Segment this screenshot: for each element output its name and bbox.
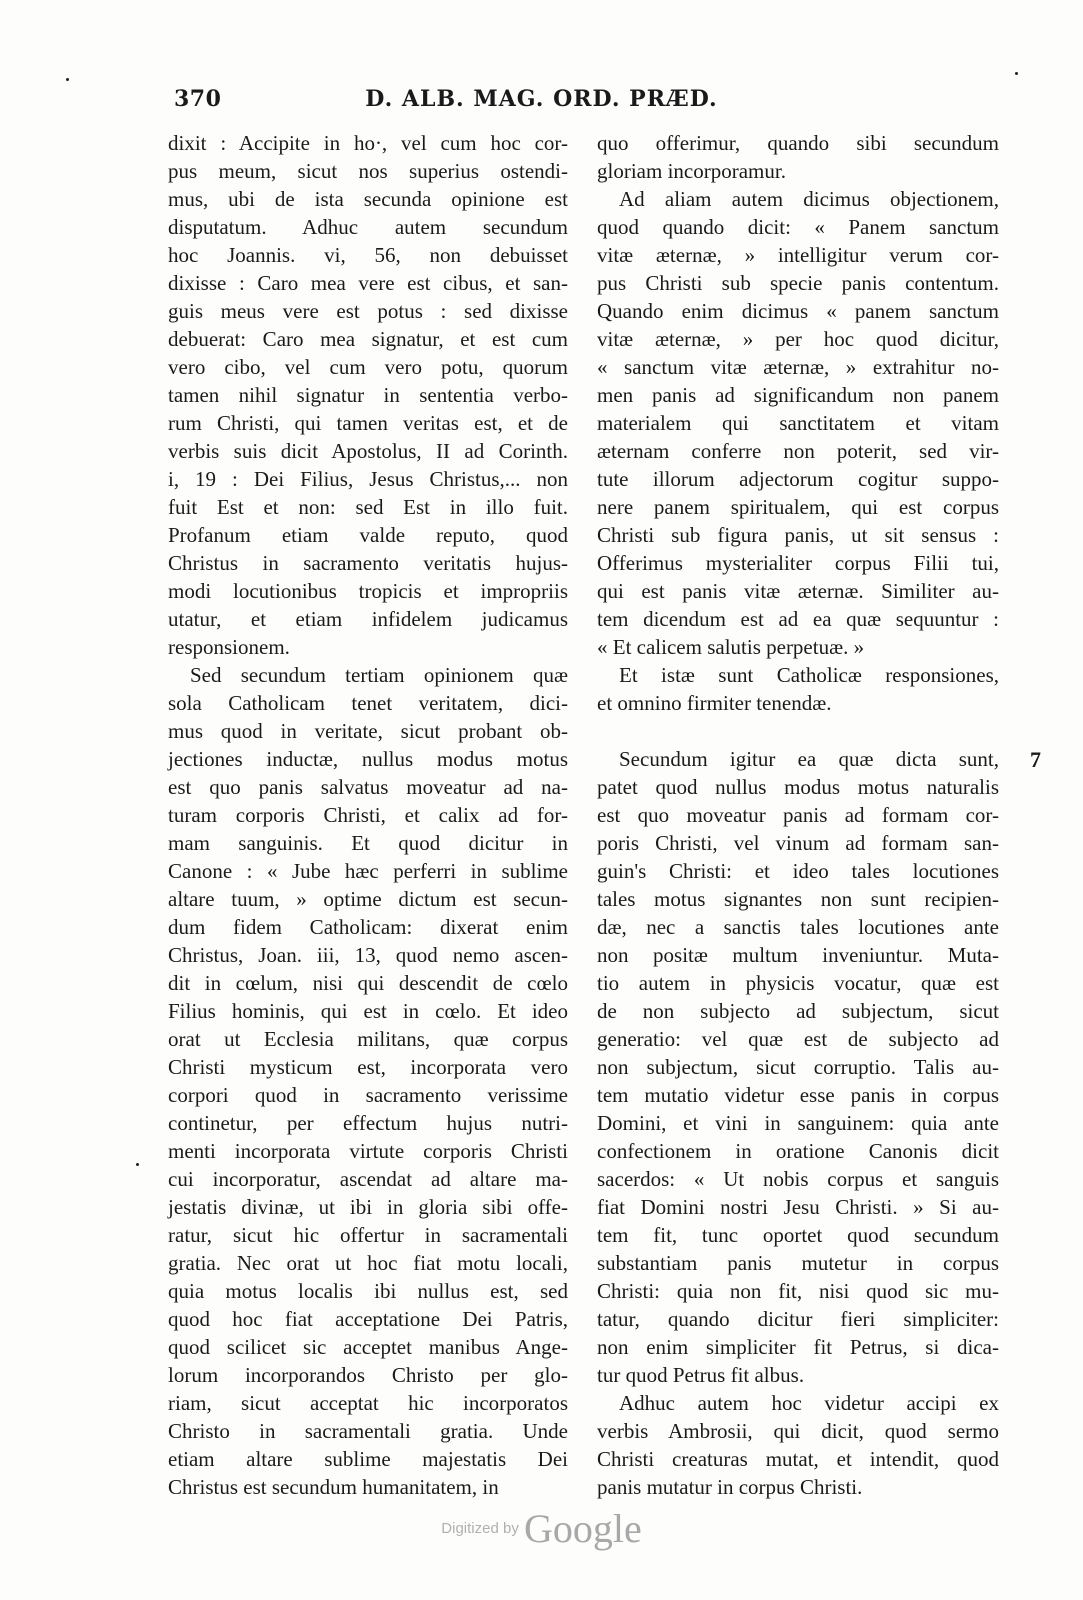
text-line: ratur, sicut hic offertur in sacramentali (168, 1223, 568, 1247)
text-line: Christo in sacramentali gratia. Unde (168, 1419, 568, 1443)
text-line: est quo panis salvatus moveatur ad na- (168, 775, 568, 799)
digitized-by-text: Digitized by (441, 1520, 519, 1537)
text-line: tem dicendum est ad ea quæ sequuntur : (597, 607, 999, 631)
google-logo: Google (523, 1506, 642, 1551)
page-number: 370 (174, 86, 222, 112)
text-line: turam corporis Christi, et calix ad for- (168, 803, 568, 827)
text-line: quia motus localis ibi nullus est, sed (168, 1279, 568, 1303)
digitization-watermark (0, 1505, 1083, 1552)
text-line: gloriam incorporamur. (597, 159, 786, 183)
text-line: Filius hominis, qui est in cœlo. Et ideo (168, 999, 568, 1023)
text-line: sola Catholicam tenet veritatem, dici- (168, 691, 568, 715)
text-line: mus, ubi de ista secunda opinione est (168, 187, 568, 211)
text-line: men panis ad significandum non panem (597, 383, 999, 407)
text-line: materialem qui sanctitatem et vitam (597, 411, 999, 435)
text-line: corpori quod in sacramento verissime (168, 1083, 568, 1107)
text-line: sacerdos: « Ut nobis corpus et sanguis (597, 1167, 999, 1191)
text-line: pus meum, sicut nos superius ostendi- (168, 159, 568, 183)
text-line: Canone : « Jube hæc perferri in sublime (168, 859, 568, 883)
text-line: tute illorum adjectorum cogitur suppo- (597, 467, 999, 491)
speck (1015, 72, 1018, 75)
text-line: dæ, nec a sanctis tales locutiones ante (597, 915, 999, 939)
text-line: mus quod in veritate, sicut probant ob- (168, 719, 568, 743)
text-line: fuit Est et non: sed Est in illo fuit. (168, 495, 568, 519)
text-line: panis mutatur in corpus Christi. (597, 1475, 863, 1499)
text-line: Sed secundum tertiam opinionem quæ (190, 663, 568, 687)
text-line: menti incorporata virtute corporis Christi (168, 1139, 568, 1163)
text-line: jestatis divinæ, ut ibi in gloria sibi offe- (168, 1195, 568, 1219)
text-line: tur quod Petrus fit albus. (597, 1363, 805, 1387)
text-line: Domini, et vini in sanguinem: quia ante (597, 1111, 999, 1135)
right-column (597, 129, 999, 1501)
text-line: de non subjecto ad subjectum, sicut (597, 999, 999, 1023)
text-line: poris Christi, vel vinum ad formam san- (597, 831, 999, 855)
text-line: lorum incorporandos Christo per glo- (168, 1363, 568, 1387)
text-line: tem fit, tunc oportet quod secundum (597, 1223, 999, 1247)
text-line: etiam altare sublime majestatis Dei (168, 1447, 568, 1471)
text-line: æternam conferre non poterit, sed vir- (597, 439, 999, 463)
text-line: quod quando dicit: « Panem sanctum (597, 215, 999, 239)
text-line: vero cibo, vel cum vero potu, quorum (168, 355, 568, 379)
text-line: dixisse : Caro mea vere est cibus, et san- (168, 271, 568, 295)
text-line: Ad aliam autem dicimus objectionem, (619, 187, 999, 211)
running-title: D. ALB. MAG. ORD. PRÆD. (365, 86, 718, 112)
text-line: mam sanguinis. Et quod dicitur in (168, 831, 568, 855)
text-line: Adhuc autem hoc videtur accipi ex (619, 1391, 999, 1415)
text-line: vitæ æternæ, » per hoc quod dicitur, (597, 327, 999, 351)
text-line: Christi: quia non fit, nisi quod sic mu- (597, 1279, 999, 1303)
text-line: hoc Joannis. vi, 56, non debuisset (168, 243, 568, 267)
text-line: « Et calicem salutis perpetuæ. » (597, 635, 865, 659)
text-line: altare tuum, » optime dictum est secun- (168, 887, 568, 911)
text-line: Et istæ sunt Catholicæ responsiones, (619, 663, 999, 687)
text-line: Offerimus mysterialiter corpus Filii tui, (597, 551, 999, 575)
text-line: modi locutionibus tropicis et impropriis (168, 579, 568, 603)
text-line: tales motus signantes non sunt recipien- (597, 887, 999, 911)
text-line: utatur, et etiam infidelem judicamus (168, 607, 568, 631)
text-line: dixit : Accipite in ho·, vel cum hoc cor- (168, 131, 568, 155)
text-line: Christi mysticum est, incorporata vero (168, 1055, 568, 1079)
text-line: tamen nihil signatur in sententia verbo- (168, 383, 568, 407)
text-line (597, 717, 999, 745)
text-line: non positæ multum inveniuntur. Muta- (597, 943, 999, 967)
text-line: quo offerimur, quando sibi secundum (597, 131, 999, 155)
text-line: nere panem spiritualem, qui est corpus (597, 495, 999, 519)
text-line: guin's Christi: et ideo tales locutiones (597, 859, 999, 883)
text-line: Christus est secundum humanitatem, in (168, 1475, 499, 1499)
text-line: dum fidem Catholicam: dixerat enim (168, 915, 568, 939)
text-line: est quo moveatur panis ad formam cor- (597, 803, 999, 827)
text-line: guis meus vere est potus : sed dixisse (168, 299, 568, 323)
margin-mark: 7 (1030, 747, 1041, 772)
text-line: jectiones inductæ, nullus modus motus (168, 747, 568, 771)
text-line: confectionem in oratione Canonis dicit (597, 1139, 999, 1163)
text-line: orat ut Ecclesia militans, quæ corpus (168, 1027, 568, 1051)
text-line: disputatum. Adhuc autem secundum (168, 215, 568, 239)
text-line: Christi sub figura panis, ut sit sensus : (597, 523, 999, 547)
text-line: verbis suis dicit Apostolus, II ad Corinth. (168, 439, 568, 463)
text-line: qui est panis vitæ æternæ. Similiter au- (597, 579, 999, 603)
text-line: rum Christi, qui tamen veritas est, et de (168, 411, 568, 435)
text-line: i, 19 : Dei Filius, Jesus Christus,... non (168, 467, 568, 491)
text-line: quod scilicet sic acceptet manibus Ange- (168, 1335, 568, 1359)
text-line: Profanum etiam valde reputo, quod (168, 523, 568, 547)
text-line: tatur, quando dicitur fieri simpliciter: (597, 1307, 999, 1331)
speck (136, 1163, 139, 1166)
text-line: pus Christi sub specie panis contentum. (597, 271, 999, 295)
text-line: cui incorporatur, ascendat ad altare ma- (168, 1167, 568, 1191)
text-line: continetur, per effectum hujus nutri- (168, 1111, 568, 1135)
speck (66, 78, 69, 81)
text-line: non subjectum, sicut corruptio. Talis au- (597, 1055, 999, 1079)
text-line: fiat Domini nostri Jesu Christi. » Si au- (597, 1195, 999, 1219)
text-line: quod hoc fiat acceptatione Dei Patris, (168, 1307, 568, 1331)
text-line: Christi creaturas mutat, et intendit, quod (597, 1447, 999, 1471)
text-line: riam, sicut acceptat hic incorporatos (168, 1391, 568, 1415)
text-line: Christus in sacramento veritatis hujus- (168, 551, 568, 575)
text-line: generatio: vel quæ est de subjecto ad (597, 1027, 999, 1051)
text-line: dit in cœlum, nisi qui descendit de cœlo (168, 971, 568, 995)
text-line: tio autem in physicis vocatur, quæ est (597, 971, 999, 995)
text-line: substantiam panis mutetur in corpus (597, 1251, 999, 1275)
left-column (168, 129, 568, 1501)
text-line: non enim simpliciter fit Petrus, si dica- (597, 1335, 999, 1359)
text-line: verbis Ambrosii, qui dicit, quod sermo (597, 1419, 999, 1443)
text-line: Quando enim dicimus « panem sanctum (597, 299, 999, 323)
text-line: debuerat: Caro mea signatur, et est cum (168, 327, 568, 351)
text-line: gratia. Nec orat ut hoc fiat motu locali, (168, 1251, 568, 1275)
text-line: patet quod nullus modus motus naturalis (597, 775, 999, 799)
text-line: vitæ æternæ, » intelligitur verum cor- (597, 243, 999, 267)
text-line: responsionem. (168, 635, 290, 659)
text-line: Secundum igitur ea quæ dicta sunt, (619, 747, 999, 771)
text-line: et omnino firmiter tenendæ. (597, 691, 832, 715)
text-line: tem mutatio videtur esse panis in corpus (597, 1083, 999, 1107)
text-line: « sanctum vitæ æternæ, » extrahitur no- (597, 355, 999, 379)
text-line: Christus, Joan. iii, 13, quod nemo ascen- (168, 943, 568, 967)
